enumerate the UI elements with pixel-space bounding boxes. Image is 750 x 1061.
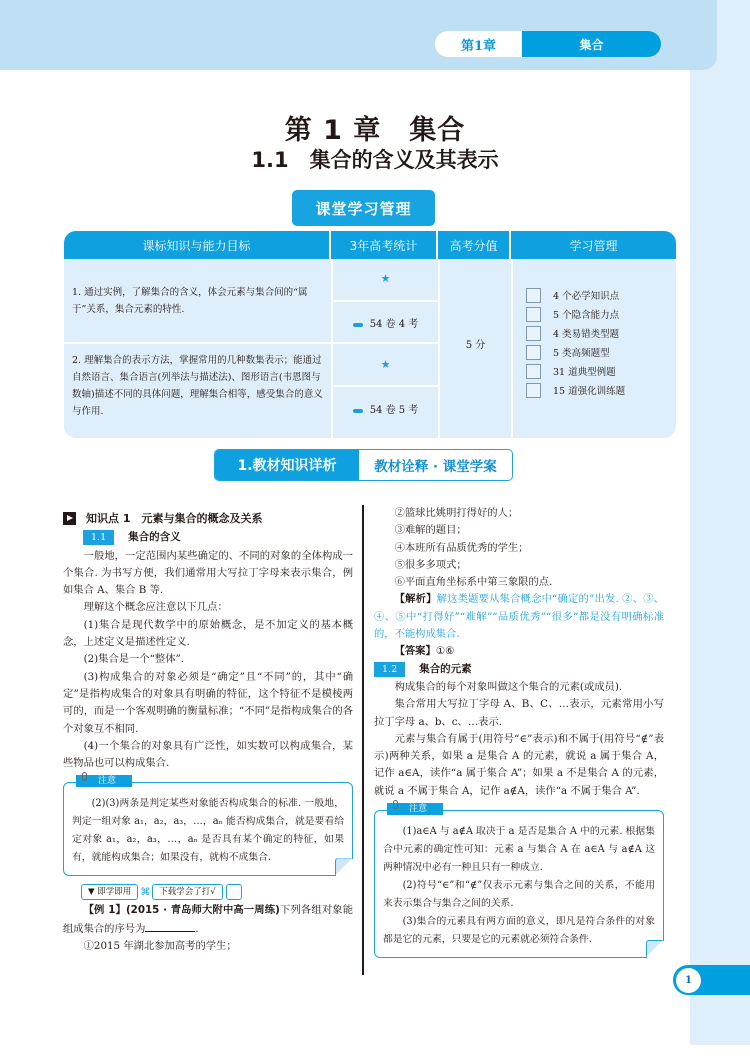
checklist-label: 31 道典型例题 [553,367,616,378]
note-text: (2)(3)两条是判定某些对象能否构成集合的标准. 一般地，判定一组对象 a₁，a₂，a₃，…，aₙ 能否构成集合，就是要看给定对象 a₁，a₂，a₃，…，aₙ 是否具有某个确定的特征，如果有，就能构成集合；如果没有，就构不成集合. [72,798,344,864]
example-option: ③难解的题目； [394,524,467,537]
section-banner-subtitle: 教材诠释 · 课堂学案 [359,450,512,480]
star-icon: ★ [380,272,391,285]
checkbox[interactable] [526,345,541,360]
page-fold-icon [336,859,354,877]
section-title: 1.1 集合的含义及其表示 [251,148,499,172]
pointer-icon [353,409,363,413]
checklist-item[interactable] [526,343,625,361]
example-option: ②篮球比姚明打得好的人； [394,507,519,519]
example-option: ⑤很多多项式； [394,558,467,571]
answer [374,643,664,660]
checklist-item[interactable] [526,324,625,342]
column-divider [362,505,364,975]
note-tag-label: 注意 [409,804,428,815]
checklist-label: 5 个隐含能力点 [553,310,620,321]
page-fold-icon [647,941,665,959]
analysis-text: 解这类题要从集合概念中“确定的”出发. ②、③、④、⑤中“打得好”“难解”“品质优秀”“很多”都是没有明确标准的，不能构成集合. [374,593,665,641]
goal-table-header [64,231,676,259]
checkbox[interactable] [526,383,541,398]
note-box [374,804,664,958]
paragraph: 集合常用大写拉丁字母 A、B、C、…表示，元素常用小写拉丁字母 a、b、c、…表示. [374,698,664,728]
checklist-label: 4 个必学知识点 [553,291,620,302]
checklist-label: 5 类高频题型 [553,348,610,359]
paragraph: (3)构成集合的对象必须是“确定”且“不同”的，其中“确定”是指构成集合的对象具有明确的特征，这个特征不是模棱两可的，而是一个客观明确的衡量标准；“不同”是指构成集合的各个对象互不相同. [63,670,353,735]
subsection-number: 1.1 [83,530,114,545]
practice-bar [81,884,353,900]
example-question: 下列各组对象能组成集合的序号为 [63,904,354,935]
right-column [374,505,664,966]
header-management: 学习管理 [569,238,618,253]
divider [64,342,438,344]
example-1 [63,902,353,938]
example-heading: 【例 1】(2015 · 青岛师大附中高一周练) [83,904,280,917]
paragraph: 理解这个概念应注意以下几点： [83,601,228,614]
goal-table [64,231,676,438]
paperclip-icon [393,800,398,809]
paperclip-icon [82,772,87,781]
practice-checkbox[interactable] [226,884,242,900]
checklist-item[interactable] [526,286,625,304]
checklist-label: 15 道强化训练题 [553,386,626,397]
checkbox[interactable] [526,288,541,303]
divider [333,385,438,387]
pointer-icon [353,323,363,327]
example-end: . [195,922,199,935]
section-banner-title: 1.教材知识详析 [215,450,359,480]
example-option: ④本班所有品质优秀的学生； [394,541,529,554]
note-text: (1)a∈A 与 a∉A 取决于 a 是否是集合 A 中的元素. 根据集合中元素的确定性可知：元素 a 与集合 A 在 a∈A 与 a∉A 这两种情况中必有一种且只有一种成立. [383,826,655,874]
answer-blank[interactable] [145,920,195,932]
paragraph: 一般地，一定范围内某些确定的、不同的对象的全体构成一个集合. 为书写方便，我们通常用大写拉丁字母来表示集合，例如集合 A、集合 B 等. [63,549,353,597]
checklist-item[interactable] [526,381,625,399]
analysis-label: 【解析】 [394,593,437,606]
header-score: 高考分值 [438,231,511,259]
example-option: ⑥平面直角坐标系中第三象限的点. [394,576,553,589]
note-tag [387,803,443,815]
answer-label: 【答案】 [394,645,436,658]
checkbox[interactable] [526,364,541,379]
analysis [374,591,664,643]
practice-check-label: 下载学会了打√ [152,884,222,900]
subsection-heading [374,661,664,678]
management-checklist [526,286,625,400]
checkbox[interactable] [526,326,541,341]
divider [333,300,438,302]
play-icon [63,512,76,525]
link-icon: ⌘ [140,886,151,898]
subsection-heading [83,529,353,546]
chapter-title: 第 1 章 集合 [284,115,466,146]
goal-1: 1. 通过实例，了解集合的含义，体会元素与集合间的“属于”关系，集合元素的特性. [72,287,308,315]
knowledge-point-heading [63,510,353,527]
goal-2: 2. 理解集合的表示方法，掌握常用的几种数集表示；能通过自然语言、集合语言(列举法与描述法)、图形语言(韦恩图与数轴)描述不同的具体问题，理解集合相等，感受集合的意义与作用. [72,355,323,417]
left-column [63,510,353,955]
chapter-number-tab[interactable]: 第1章 [435,31,522,57]
answer-text: ①⑥ [435,645,455,658]
subsection-title: 集合的元素 [419,662,472,675]
paragraph: (1)集合是现代数学中的原始概念，是不加定义的基本概念，上述定义是描述性定义. [63,618,353,649]
note-box [63,776,353,876]
header-goals: 课标知识与能力目标 [64,231,331,259]
checklist-item[interactable] [526,362,625,380]
note-text: (2)符号“∈”和“∉”仅表示元素与集合之间的关系，不能用来表示集合与集合之间的关系. [383,880,655,910]
checklist-item[interactable] [526,305,625,323]
practice-label: ▼ 即学即用 [81,884,138,900]
chapter-name-tab[interactable]: 集合 [522,31,661,57]
paragraph: 构成集合的每个对象叫做这个集合的元素(或成员). [394,680,623,693]
exam-score: 5 分 [465,340,486,351]
paragraph: (4)一个集合的对象具有广泛性，如实数可以构成集合，某些物品也可以构成集合. [63,739,353,770]
exam-stat-1: 54 卷 4 考 [369,319,419,330]
subsection-number: 1.2 [374,662,405,677]
note-text: (3)集合的元素具有两方面的意义，即凡是符合条件的对象都是它的元素，只要是它的元素就必须符合条件. [383,916,655,946]
example-option: ①2015 年湖北参加高考的学生； [83,940,237,953]
chapter-tab[interactable] [435,31,661,57]
checkbox[interactable] [526,307,541,322]
exam-stat-2: 54 卷 5 考 [369,405,419,416]
knowledge-point-title: 知识点 1 元素与集合的概念及关系 [86,512,263,525]
star-icon: ★ [380,358,391,371]
checklist-label: 4 类易错类型题 [553,329,620,340]
classroom-management-badge: 课堂学习管理 [292,190,435,226]
paragraph: (2)集合是一个“整体”. [83,653,185,666]
subsection-title: 集合的含义 [128,531,181,544]
header-stats: 3年高考统计 [331,231,438,259]
paragraph: 元素与集合有属于(用符号“∈”表示)和不属于(用符号“∉”表示)两种关系，如果 a 是集合 A 的元素，就说 a 属于集合 A，记作 a∈A，读作“a 属于集合 A”；如果 a 不是集合 A 的元素，就说 a 不属于集合 A，记作 a∉A，读作“a 不属于集合 A”. [374,732,664,797]
note-tag-label: 注意 [98,776,117,787]
section-banner [214,449,513,481]
note-tag [76,775,132,787]
page-number: 1 [676,968,701,993]
divider [511,259,513,438]
